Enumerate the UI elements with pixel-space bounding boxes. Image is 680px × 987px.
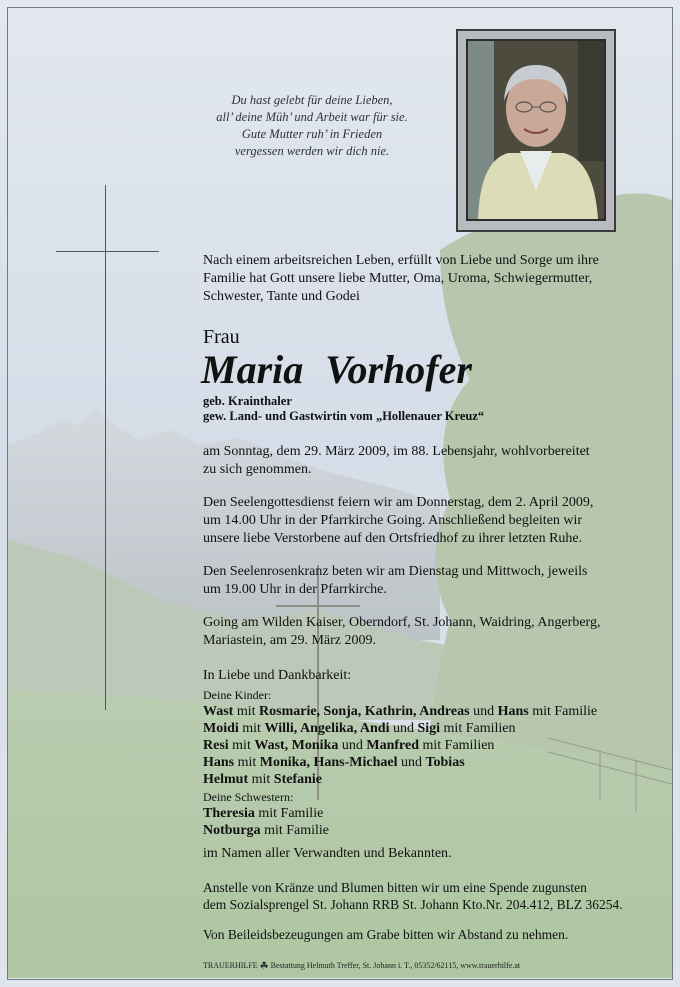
clover-icon: ☘ bbox=[259, 961, 269, 972]
occupation: gew. Land- und Gastwirtin vom „Hollenauer Kreuz“ bbox=[203, 409, 485, 423]
funeral-line: Den Seelengottesdienst feiern wir am Donnerstag, dem 2. April 2009, bbox=[203, 495, 594, 510]
child-row: Wast mit Rosmarie, Sonja, Kathrin, Andreas und Hans mit Familie bbox=[203, 704, 598, 719]
child-row: Helmut mit Stefanie bbox=[203, 772, 322, 787]
child-row: Resi mit Wast, Monika und Manfred mit Familien bbox=[203, 738, 495, 753]
portrait-image bbox=[468, 41, 604, 219]
funeral-line: um 14.00 Uhr in der Pfarrkirche Going. Anschließend begleiten wir bbox=[203, 513, 583, 528]
intro-line: Nach einem arbeitsreichen Leben, erfüllt von Liebe und Sorge um ihre bbox=[203, 253, 599, 268]
children-label: Deine Kinder: bbox=[203, 688, 272, 702]
relatives-line: im Namen aller Verwandten und Bekannten. bbox=[203, 846, 452, 861]
cross-vertical bbox=[105, 185, 106, 710]
siblings-label: Deine Schwestern: bbox=[203, 790, 294, 804]
rosary-line: um 19.00 Uhr in der Pfarrkirche. bbox=[203, 582, 387, 597]
memorial-poem bbox=[182, 92, 442, 160]
poem-line: vergessen werden wir dich nie. bbox=[234, 144, 390, 158]
poem-line: Du hast gelebt für deine Lieben, bbox=[231, 93, 393, 107]
footer-brand: TRAUERHILFE bbox=[203, 961, 258, 970]
mourners-heading: In Liebe und Dankbarkeit: bbox=[203, 668, 352, 683]
poem-line: all’ deine Müh’ und Arbeit war für sie. bbox=[216, 110, 408, 124]
maiden-name: geb. Krainthaler bbox=[203, 394, 292, 408]
donation-line: Anstelle von Kränze und Blumen bitten wir um eine Spende zugunsten bbox=[203, 880, 587, 895]
place-date-line: Mariastein, am 29. März 2009. bbox=[203, 633, 377, 648]
death-line: zu sich genommen. bbox=[203, 462, 312, 477]
salutation: Frau bbox=[203, 326, 240, 348]
rosary-line: Den Seelenrosenkranz beten wir am Dienstag und Mittwoch, jeweils bbox=[203, 564, 588, 579]
death-line: am Sonntag, dem 29. März 2009, im 88. Lebensjahr, wohlvorbereitet bbox=[203, 444, 590, 459]
child-row: Moidi mit Willi, Angelika, Andi und Sigi mit Familien bbox=[203, 721, 516, 736]
child-row: Hans mit Monika, Hans-Michael und Tobias bbox=[203, 755, 465, 770]
cross-horizontal bbox=[56, 251, 159, 252]
sibling-row: Theresia mit Familie bbox=[203, 806, 324, 821]
place-date-line: Going am Wilden Kaiser, Oberndorf, St. Johann, Waidring, Angerberg, bbox=[203, 615, 601, 630]
intro-line: Schwester, Tante und Godei bbox=[203, 289, 360, 304]
portrait-frame bbox=[456, 29, 616, 232]
deceased-name: Maria Vorhofer bbox=[201, 347, 472, 392]
donation-line: dem Sozialsprengel St. Johann RRB St. Johann Kto.Nr. 204.412, BLZ 36254. bbox=[203, 897, 623, 912]
footer bbox=[203, 961, 520, 972]
poem-line: Gute Mutter ruh’ in Frieden bbox=[241, 127, 383, 141]
intro-line: Familie hat Gott unsere liebe Mutter, Oma, Uroma, Schwiegermutter, bbox=[203, 271, 593, 286]
footer-text: Bestattung Helmuth Treffer, St. Johann i. T., 05352/62115, www.trauerhilfe.at bbox=[270, 961, 521, 970]
sibling-row: Notburga mit Familie bbox=[203, 823, 330, 838]
portrait-photo bbox=[466, 39, 606, 221]
funeral-line: unsere liebe Verstorbene auf den Ortsfriedhof zu ihrer letzten Ruhe. bbox=[203, 531, 583, 546]
condolence-line: Von Beileidsbezeugungen am Grabe bitten wir Abstand zu nehmen. bbox=[203, 927, 569, 942]
